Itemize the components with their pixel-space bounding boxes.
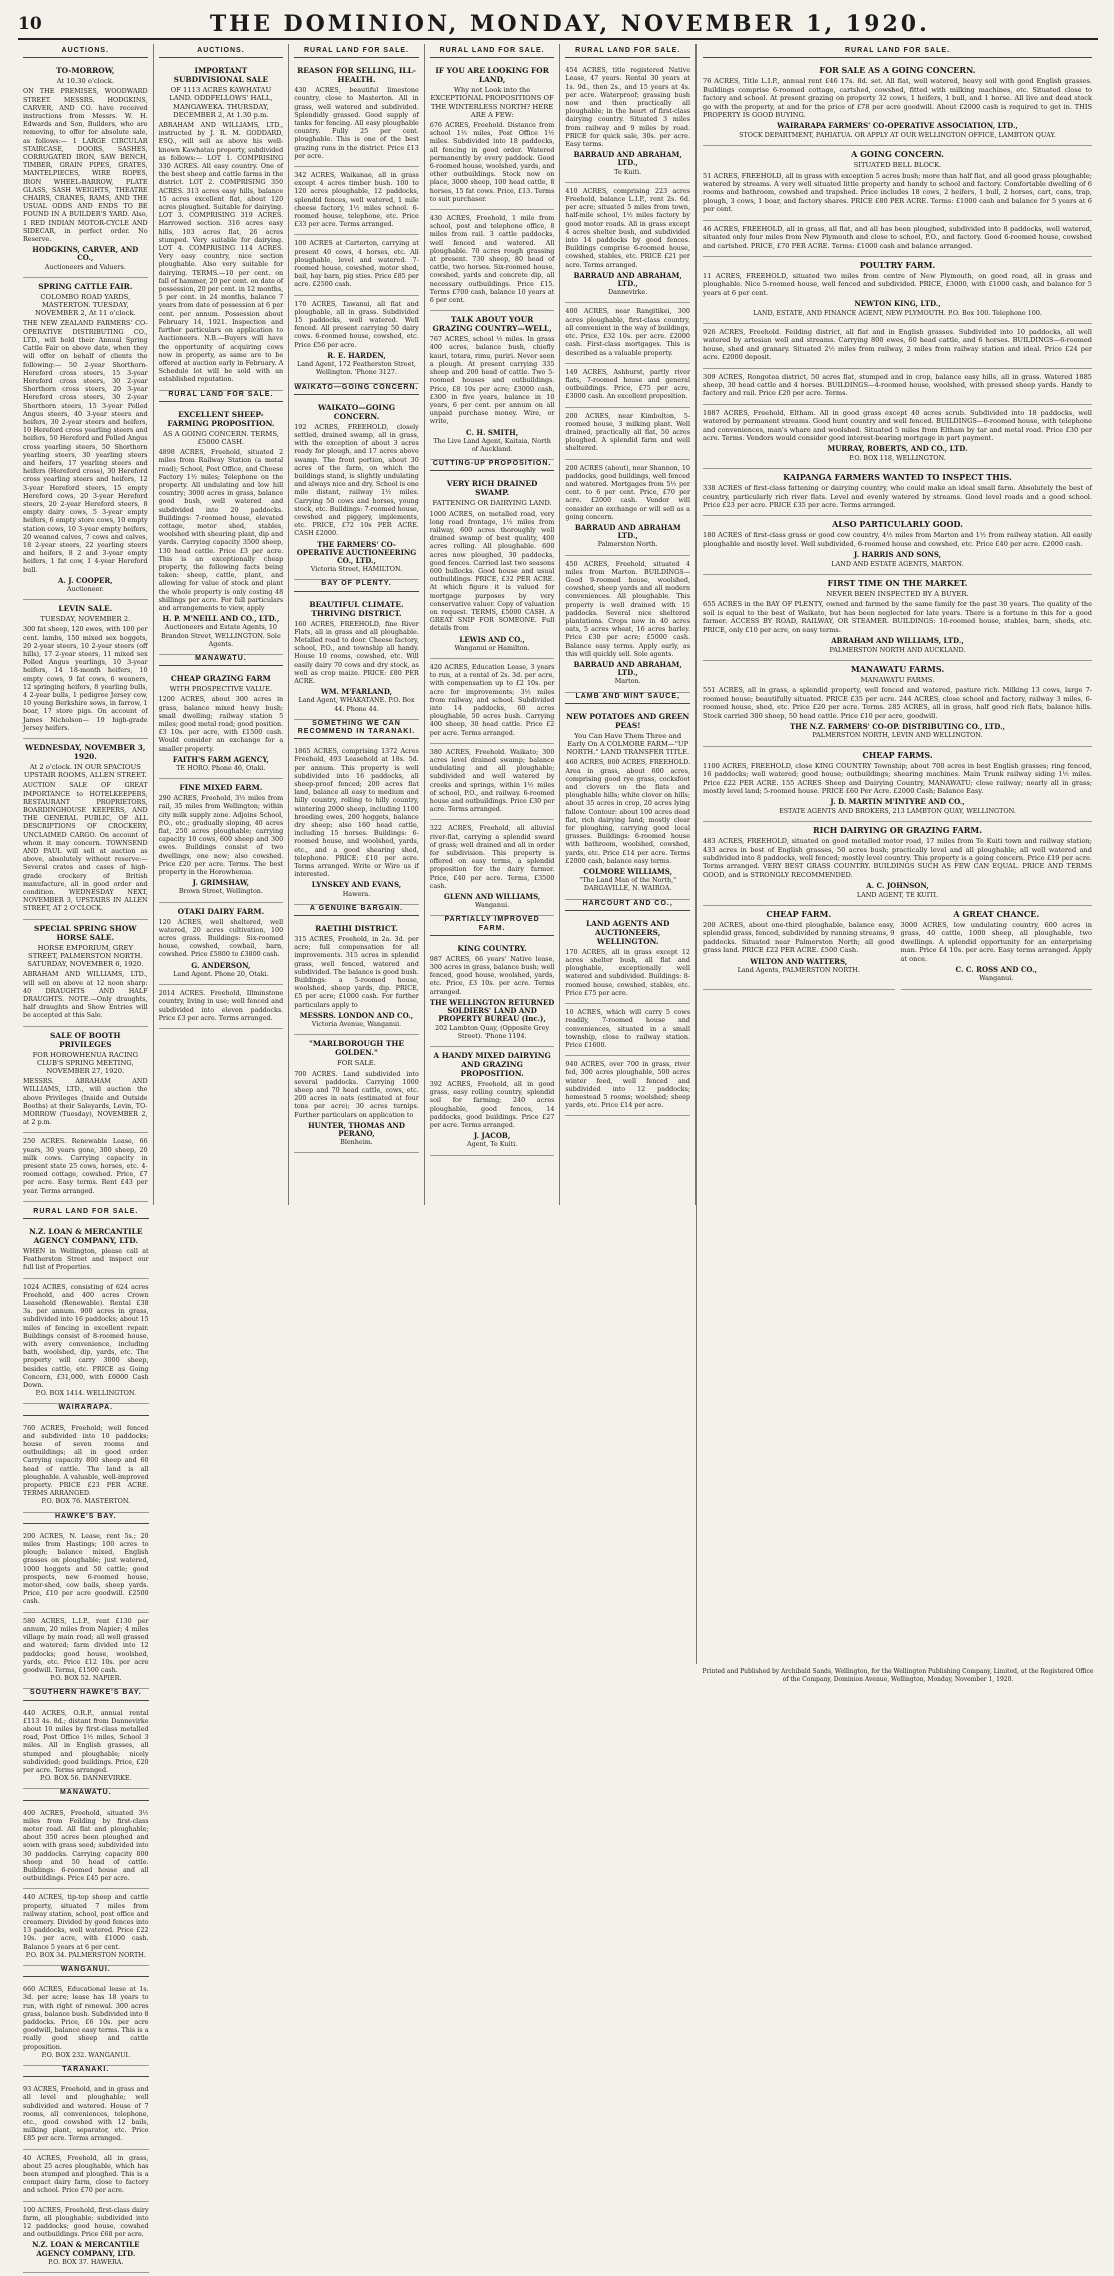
ad-sub: SITUATED BELL BLOCK. (853, 161, 942, 170)
ad-body: 120 ACRES, well sheltered, well watered, 20 acres cultivation, 100 acres grass. Buildings: Six-roomed house, cowshed, cowbail, barn, cowshed. Price £5800 to £3800 cash. (158, 917, 284, 959)
ad-firm: MURRAY, ROBERTS, AND CO., LTD. (827, 444, 968, 454)
ad-body: 290 ACRES, Freehold, 3½ miles from rail, 35 miles from Wellington; within city milk supply zone. Adjoins School, P.O., etc.; gradually sloping, 40 acres flat, 250 acres ploughable; carrying capacity 10 cows, 600 sheep and 300 ewes. Buildings consist of two dwellings, one new; also cowshed. Price £20 per acre. Terms. The best property in the Horowhenua. (158, 794, 284, 877)
ad-title: RICH DAIRYING OR GRAZING FARM. (812, 825, 983, 836)
ad-firm: C. H. SMITH, (466, 427, 519, 437)
classified-ad (159, 779, 284, 902)
ad-addr: Palmerston North. (597, 540, 658, 549)
ad-firm: WAIRARAPA FARMERS' CO-OPERATIVE ASSOCIATION, LTD., (777, 121, 1018, 131)
classified-ad (565, 408, 690, 460)
ad-firm: J. HARRIS AND SONS, (853, 550, 942, 560)
ad-body: 1865 ACRES, comprising 1372 Acres Freehold, 493 Leasehold at 18s. 5d. per annum. This property is well subdivided into 16 paddocks, all sheep-proof fenced; 200 acres flat land, balance all easy to medium and hilly country, rolling to hilly country, wintering 2000 sheep, including 1100 breeding ewes, 200 hoggets, balance dry sheep; also 160 head cattle, including 15 horses. Buildings: 6-roomed house, and woolshed, yards, etc., and a good shearing shed, telephone. PRICE: £10 per acre. Terms arranged. Write or Wire us if interested. (294, 747, 419, 879)
classified-ad (703, 661, 1092, 747)
ad-title: EXCELLENT SHEEP-FARMING PROPOSITION. (167, 409, 275, 428)
ad-addr: Victoria Street, HAMILTON. (310, 565, 403, 574)
classified-ad (159, 62, 284, 390)
ad-firm: N.Z. LOAN & MERCANTILE AGENCY COMPANY, LTD. (32, 2240, 140, 2258)
ad-body: 400 ACRES, Freehold, situated 3½ miles from Feilding by first-class motor road. All flat and ploughable; about 350 acres been ploughed and sown with grass seed; subdivided into 30 paddocks. Carrying capacity 800 sheep and 50 head of cattle. Buildings: 6-roomed house and all outbuildings. Price £45 per acre. (23, 1808, 149, 1883)
section-heading: MANAWATU. (159, 655, 284, 666)
classified-ad (703, 62, 1092, 146)
classified-ad (23, 600, 148, 739)
classified-ad (23, 1705, 149, 1790)
ad-body: 380 ACRES, Freehold. Waikato; 300 acres level drained swamp; balance undulating and all ploughable; subdivided and well watered by creeks and springs, within 1½ miles of school, P.O., and railway. 6-roomed house and outbuildings. Price £30 per acre. Terms arranged. (429, 747, 555, 814)
classified-ad (565, 460, 690, 556)
ad-addr: TE HORO. Phone 46, Otaki. (176, 764, 266, 773)
classified-ad (23, 1528, 149, 1613)
classified-ad (159, 406, 284, 655)
ad-body: 3000 ACRES, low undulating country, 600 acres in grass, 40 cattle, 1000 sheep, all ploughable, two dwellings. A splendid opportunity for an enterprising man. Price £4 10s. per acre. Easy terms arranged. Apply at once. (900, 921, 1092, 963)
classified-ad (703, 221, 1092, 257)
section-heading: PARTIALLY IMPROVED FARM. (430, 916, 555, 935)
section-heading: WAIRARAPA. (23, 1404, 149, 1415)
ad-title: CHEAP GRAZING FARM (170, 674, 271, 684)
classified-ad (430, 475, 555, 659)
classified-ad (430, 311, 555, 460)
ad-sub: COLOMBO ROAD YARDS, MASTERTON. TUESDAY, NOVEMBER 2, At 11 o'clock. (34, 292, 136, 318)
section-heading: LAMB AND MINT SAUCE, (565, 693, 690, 704)
classified-ad (703, 324, 1092, 369)
page-column (154, 44, 290, 1205)
ad-firm: ABRAHAM AND WILLIAMS, LTD., (831, 636, 964, 646)
ad-body: 987 ACRES, 66 years' Native lease, 300 acres in grass, balance bush; well fenced, good house, woolshed, yards, etc. Price, £3 10s. per acre. Terms arranged. (429, 954, 555, 996)
classified-ad (294, 296, 419, 384)
ad-body: WHEN in Wellington, please call at Featherston Street and inspect our full list of Properties. (23, 1246, 149, 1272)
ad-addr: PALMERSTON NORTH, LEVIN AND WELLINGTON. (812, 731, 983, 740)
classified-ad (23, 62, 148, 278)
classified-ad (294, 235, 419, 295)
ad-firm: J. GRIMSHAW, (192, 878, 250, 888)
section-heading: HAWKE'S BAY. (23, 1513, 149, 1524)
classified-ad (703, 822, 1092, 906)
section-heading: RURAL LAND FOR SALE. (159, 391, 284, 402)
ad-addr: P.O. BOX 76. MASTERTON. (41, 1497, 131, 1506)
ad-body: 410 ACRES, comprising 223 acres Freehold, balance L.I.P., rent 2s. 6d. per acre; situated 5 miles from town, half-mile school, 1½ miles factory by good motor roads. All in grass except 4 acres shelter bush, and subdivided into 14 paddocks by good fences. Buildings comprise 6-roomed house, cowshed, stables, etc. PRICE £21 per acre. Terms arranged. (565, 186, 690, 269)
classified-ad (565, 1056, 690, 1116)
page-number: 10 (18, 14, 42, 34)
ad-addr: Auctioneer. (66, 584, 104, 593)
classified-ad (703, 405, 1092, 469)
ad-title: KAIPANGA FARMERS WANTED TO INSPECT THIS. (783, 472, 1012, 483)
ad-body: 400 ACRES, near Rangitikei, 300 acres ploughable, first-class country, all convenient in the way of buildings, etc. Price, £32 10s. per acre. £2000 cash. First-class mortgages. This is described as a valuable property. (565, 307, 690, 357)
ad-addr: Hawera. (342, 889, 371, 898)
ad-firm: THE FARMERS' CO-OPERATIVE AUCTIONEERING CO., LTD., (296, 539, 417, 565)
ad-body: 200 ACRES, near Kimbolton, 5-roomed house, 3 milking plant. Well drained, practically all flat, 50 acres ploughed. A splendid farm and well sheltered. (565, 411, 690, 453)
ad-body: 160 ACRES, FREEHOLD, fine River Flats, all in grass and all ploughable. Metalled road to door. Cheese factory, school, P.O., and township all handy. House 10 rooms, cowshed, etc. Will easily dairy 70 cows and dry stock, as well as crop maize. PRICE: £80 PER ACRE. (294, 619, 419, 685)
classified-ad (430, 659, 555, 744)
classified-ad (23, 1223, 149, 1279)
classified-ad (159, 903, 284, 985)
ad-firm: NEWTON KING, LTD., (854, 299, 941, 309)
ad-body: MESSRS. ABRAHAM AND WILLIAMS, LTD., will auction the above Privileges (Inside and Outside Booths) at their Saleyards, Levin, TO-MORROW (Tuesday), NOVEMBER 2, at 2 p.m. (23, 1077, 148, 1127)
ad-sub: OF 1113 ACRES KAWHATAU LAND. ODDFELLOWS' HALL, MANGAWEKA. THURSDAY, DECEMBER 2, At 1.30 p.m. (169, 86, 273, 119)
ad-sub: At 10.30 o'clock. (56, 77, 114, 86)
ad-body: 322 ACRES, Freehold, all alluvial river-flat, carrying a splendid sward of grass; well drained and all in order for subdivision. This property is offered on easy terms, a splendid proposition for the dairy farmer. Price, £40 per acre. Terms, £3500 cash. (429, 824, 555, 890)
ad-body: 46 ACRES, FREEHOLD, all in grass, all flat, and all has been ploughed, subdivided into 8 paddocks, well watered, situated only four miles from New Plymouth and close to school, P.O., and factory. Good 6-roomed house, cowshed and cartshed. PRICE, £70 PER ACRE. Terms: £1000 cash and balance arranged. (703, 224, 1092, 250)
section-heading: WANGANUI. (23, 1966, 149, 1977)
ad-title: FIRST TIME ON THE MARKET. (827, 578, 968, 589)
ad-title: A GOING CONCERN. (851, 149, 944, 160)
ad-title: CHEAP FARM. (766, 909, 832, 920)
ad-firm: WM. M'FARLAND, (320, 687, 393, 697)
ad-addr: P.O. BOX 52. NAPIER. (50, 1674, 122, 1683)
ad-addr: ESTATE AGENTS AND BROKERS, 213 LAMBTON QUAY, WELLINGTON. (779, 806, 1016, 815)
classified-ad (703, 747, 1092, 822)
section-heading: TARANAKI. (23, 2066, 149, 2077)
ad-firm: MESSRS. LONDON AND CO., (299, 1010, 414, 1020)
ad-title: TALK ABOUT YOUR GRAZING COUNTRY—WELL, (432, 315, 552, 334)
classified-ad (703, 575, 1092, 661)
ad-firm: COLMORE WILLIAMS, (583, 867, 673, 877)
section-heading: RURAL LAND FOR SALE. (430, 47, 555, 58)
ad-body: 200 ACRES, N. Lease, rent 5s.; 20 miles from Hastings; 100 acres to plough; balance mixed, English grasses on ploughable; just watered, 1000 hoggets and 50 cattle; good prospects, new 6-roomed house, motor-shed, cow bails, sheep yards. Price, £10 per acre goodwill. £2500 cash. (23, 1531, 149, 1606)
ad-addr: Agent, Te Kuiti. (466, 1140, 518, 1149)
page-column (18, 1205, 154, 2276)
ad-body: 1887 ACRES, Freehold, Eltham. All in good grass except 40 acres scrub. Subdivided into 18 paddocks, well watered by permanent streams. Good hunt country and well fenced. BUILDINGS—6-roomed house, with telephone and conveniences, man's whare and woolshed. Situated 5 miles from Eltham by tar and metal road. Price £30 per acre. Terms. Vendors would consider good interest-bearing mortgage in part payment. (703, 408, 1092, 442)
ad-body: 100 ACRES, Freehold, first-class dairy farm, all ploughable; subdivided into 12 paddocks; good house, cowshed and outbuildings. Price £68 per acre. (23, 2205, 149, 2239)
ad-title: A GREAT CHANCE. (953, 909, 1040, 920)
ad-firm: HODGKINS, CARVER, AND CO., (32, 245, 139, 263)
ad-body: 926 ACRES, Freehold. Feilding district, all flat and in English grasses. Subdivided into 10 paddocks, all well watered by artesian well and streams. Carrying 800 ewes, 60 head cattle, and 6 horses. BUILDINGS—6-roomed house, shed and granary. Situated 2½ miles from railway, 2 miles from railway station and ideal. Price £24 per acre. £2000 deposit. (703, 327, 1092, 362)
ad-body: 200 ACRES (about), near Shannon, 10 paddocks, good buildings, well fenced and watered. Mortgages from 5½ per cent. to 6 per cent. Price, £70 per acre. £2000 cash. Vendor will consider an exchange or will sell as a going concern. (565, 463, 690, 521)
ad-addr: Dannevirke. (608, 288, 648, 297)
classified-ad (294, 596, 419, 720)
classified-ad (565, 556, 690, 693)
ad-title: MANAWATU FARMS. (850, 663, 945, 674)
ad-firm: J. D. MARTIN M'INTYRE AND CO., (830, 797, 965, 807)
ad-title: WAIKATO—GOING CONCERN. (317, 402, 396, 421)
wide-classified-column (696, 44, 1098, 1664)
newspaper-title: THE DOMINION, MONDAY, NOVEMBER 1, 1920. (209, 11, 930, 37)
section-heading: RURAL LAND FOR SALE. (23, 1208, 149, 1219)
ad-firm: C. C. ROSS AND CO., (955, 965, 1037, 975)
classified-ad (703, 146, 1092, 220)
ad-firm: THE N.Z. FARMERS' CO-OP. DISTRIBUTING CO., LTD., (790, 721, 1005, 731)
ad-title: CHEAP FARMS. (862, 749, 933, 760)
ad-firm: A. C. JOHNSON, (866, 881, 929, 891)
ad-title: SPECIAL SPRING SHOW HORSE SALE. (34, 923, 137, 942)
ad-title: SPRING CATTLE FAIR. (38, 281, 133, 291)
ad-addr: P.O. BOX 232. WANGANUI. (41, 2050, 131, 2059)
section-heading: SOMETHING WE CAN RECOMMEND IN TARANAKI. (294, 720, 419, 739)
section-heading: BAY OF PLENTY. (294, 580, 419, 591)
ad-body: 450 ACRES, Freehold, situated 4 miles from Marton. BUILDINGS—Good 9-roomed house, woolshed, cowshed, sheep yards and all modern conveniences. All ploughable. This property is well drained with 15 paddocks. Several nice sheltered plantations. Crops now in 40 acres oats, 5 acres wheat, 16 acres barley. Price £30 per acre; £5000 cash. Balance easy terms. Apply early, as this will quickly sell. Sole agents. (565, 559, 690, 658)
ad-body: AUCTION SALE OF GREAT IMPORTANCE to HOTELKEEPERS, RESTAURANT PROPRIETORS, BOARDINGHOUSE KEEPERS, AND THE GENERAL PUBLIC, OF ALL DESCRIPTIONS OF CROCKERY, UNCLAIMED CARGO. On account of whom it may concern. TOWNSEND AND PAUL will sell at auction as above, absolutely without reserve:— Several crates and cases of high-grade crockery of British manufacture, all in good order and condition. WEDNESDAY NEXT, NOVEMBER 3, UPSTAIRS IN ALLEN STREET, AT 2 O'CLOCK. (23, 781, 148, 913)
ad-body: 1200 ACRES, about 300 acres in grass, balance mixed heavy bush; small dwelling; railway station 5 miles; good metal road; good position. £3 10s. per acre, with £1500 cash. Would consider an exchange for a smaller property. (158, 695, 284, 753)
ad-body: 309 ACRES, Rongotea district, 50 acres flat, stumped and in crop, balance easy hills, all in grass. Watered 1885 sheep, 30 head cattle and 4 horses. BUILDINGS—4-roomed house, woolshed, with pressed sheep yards. Handy to factory and rail. Price £20 per acre. Terms. (703, 372, 1092, 398)
section-heading: HARCOURT AND CO., (565, 900, 690, 911)
ad-addr: P.O. BOX 37. HAWERA. (48, 2257, 124, 2266)
ad-firm: BARRAUD AND ABRAHAM, LTD., (573, 660, 682, 678)
ad-firm: GLENN AND WILLIAMS, (443, 892, 541, 902)
ad-title: N.Z. LOAN & MERCANTILE AGENCY COMPANY, LTD. (29, 1226, 143, 1245)
classified-ad (430, 1047, 555, 1156)
classified-ad (430, 744, 555, 821)
ad-title: VERY RICH DRAINED SWAMP. (446, 479, 538, 498)
ad-body: THE NEW ZEALAND FARMERS' CO-OPERATIVE DISTRIBUTING CO., LTD., will hold their Annual Spring Cattle Fair on above date, when they will offer on behalf of clients the following:— 50 2-year Shorthorn-Hereford cross steers, 15 3-year Hereford cross steers, 30 2-year Shorthorn cross steers, 20 3-year Hereford cross steers, 30 2-year Shorthorn steers, 15 3-year Polled Angus steers, 40 3-year steers and heifers, 30 2-year steers and heifers, 10 Hereford cross yearling steers and heifers, 50 Hereford and Polled Angus cross yearling steers, 50 Shorthorn yearling steers, 30 yearling steers and heifers, 17 yearling steers and heifers (Hereford cross), 30 Hereford cross yearling steers and heifers, 12 3-year Hereford steers, 15 empty Hereford cows, 20 3-year Hereford steers, 20 2-year Hereford steers, 8 empty dairy cows, 5 3-year empty heifers, 6 empty store cows, 10 empty station cows, 10 3-year empty heifers, 20 weaned calves, 7 cows and calves, 18 2-year steers, 22 yearling steers and heifers, 8 2 and 3-year empty heifers, 1 fat cow, 1 4-year Hereford bull. (23, 319, 148, 574)
ad-addr: 202 Lambton Quay, (Opposite Grey Street). 'Phone 1194. (435, 1023, 550, 1040)
ad-firm: BARRAUD AND ABRAHAM LTD., (574, 522, 681, 541)
masthead (18, 10, 1098, 40)
ad-body: 250 ACRES. Renewable Lease, 66 years, 30 years gone, 300 sheep, 20 milk cows. Carrying capacity in present state 25 cows, horses, etc. 4-roomed cottage, cowshed. Price, £7 per acre. Easy terms. Rent £43 per year. Terms arranged. (23, 1137, 148, 1195)
ad-body: 100 ACRES at Carterton, carrying at present 40 cows, 4 horses, etc. All ploughable, level and watered. 7-roomed house, cowshed, motor shed, bail, hay barn, pig sties. Price £85 per acre. £2500 cash. (294, 239, 419, 289)
ad-title: IMPORTANT SUBDIVISIONAL SALE (173, 66, 269, 85)
classified-ad (294, 920, 419, 1035)
ad-body: 51 ACRES, FREEHOLD, all in grass with exception 5 acres bush; more than half flat, and all good grass ploughable; watered by streams. A very well situated little property and handy to school and factory. Comfortable dwelling of 6 rooms and bathroom, cowshed and trapshed. Price includes 18 cows, 2 heifers, 1 bull, 2 horses, cart, cans, trap, plough, 3 cows, 1 boar, and factory shares. PRICE £80 PER ACRE. Terms: £1000 cash and balance for 5 years at 6 per cent. (703, 171, 1092, 214)
ad-title: TO-MORROW, (56, 66, 115, 76)
ad-title: LAND AGENTS AND AUCTIONEERS, WELLINGTON. (585, 918, 670, 946)
section-heading: RURAL LAND FOR SALE. (565, 47, 690, 58)
ad-addr: LAND AND ESTATE AGENTS, MARTON. (831, 559, 964, 568)
ad-addr: P.O. BOX 34. PALMERSTON NORTH. (25, 1950, 146, 1959)
ad-body: 460 ACRES, 800 ACRES, FREEHOLD. Area in grass, about 600 acres, comprising good rye grass, cocksfoot and clovers on the flats and ploughable hills; white clover on hills; about 35 acres in crop, 20 acres lying fallow. Contour: about 100 acres dead flat, rich dairying land; mostly clear for ploughing, carrying good local grasses. Buildings: 6-roomed house with bathroom, woolshed, cowshed, yards, etc. Price £14 per acre. Terms £2000 cash, balance easy terms. (565, 758, 690, 865)
ad-title: FOR SALE AS A GOING CONCERN. (819, 65, 976, 76)
ad-body: 2014 ACRES. Freehold, Illminstone country, living in use; well fenced and subdivided into eleven paddocks. Price £3 per acre. Terms arranged. (158, 989, 284, 1022)
ad-body: 315 ACRES, Freehold, in 2a. 3d. per acre; full compensation for all improvements. 315 acres in splendid grass, well fenced, watered and subdivided. The balance is good bush. Buildings: a 5-roomed house, woolshed, sheep yards, dip. PRICE, £5 per acre; £1000 cash. For further particulars apply to (294, 935, 419, 1009)
ad-body: 454 ACRES, title registered Native Lease, 47 years. Rental 30 years at 1s. 9d., then 2s., and 15 years at 4s. per acre. Waterproof; grassing bush now and then practically all ploughable; in the heart of first-class dairying country. Situated 3 miles from railway and 9 miles by road. PRICE for quick sale, 30s. per acre. Easy terms. (565, 66, 690, 149)
ad-body: 676 ACRES, Freehold. Distance from school 1½ miles, Post Office 1½ miles. Subdivided into 18 paddocks, all fencing in good order. Watered permanently by every paddock. Good 6-roomed house, woolshed, yards, and other outbuildings. Stock now on place, 3000 sheep, 100 head cattle, 8 horses, 15 fat cows. Price, £13. Terms to suit purchaser. (429, 121, 555, 203)
ad-addr: Blenheim. (340, 1138, 373, 1147)
classified-ad (703, 469, 1092, 516)
ad-body: 392 ACRES, Freehold, all in good grass, easy rolling country, splendid soil for farming; 240 acres ploughable, good fences, 14 paddocks, good buildings. Price £27 per acre. Terms arranged. (429, 1079, 555, 1129)
ad-body: 1024 ACRES, consisting of 624 acres Freehold, and 400 acres Crown Leasehold (Renewable). Rental £38 3s. per annum. 900 acres in grass, subdivided into 16 paddocks; about 15 miles of fencing in excellent repair. Buildings consist of 8-roomed house, with every convenience, including bath, woolshed, dip, yards, etc. The property will carry 3000 sheep, besides cattle, etc. PRICE as Going Concern, £31,000, with £6000 Cash Down. (23, 1282, 149, 1390)
classified-ad (901, 906, 1093, 990)
classified-ad (23, 1420, 149, 1513)
classified-ad (703, 257, 1092, 324)
ad-sub: Why not Look into the EXCEPTIONAL PROPOSITIONS OF THE WINTERLESS NORTH? HERE ARE A FEW: (430, 86, 554, 119)
ad-title: FINE MIXED FARM. (179, 783, 263, 793)
ad-body: 660 ACRES, Educational lease at 1s. 3d. per acre; lease has 18 years to run, with right of renewal. 300 acres grass, balance bush. Subdivided into 8 paddocks. Price, £6 10s. per acre goodwill, balance easy terms. This is a really good sheep and cattle proposition. (23, 1985, 149, 2051)
section-heading: AUCTIONS. (159, 47, 284, 58)
classified-ad (23, 2202, 149, 2273)
ad-body: 342 ACRES, Waikanae, all in grass except 4 acres timber bush. 100 to 120 acres ploughable, 12 paddocks, splendid fences, well watered, 1 mile cheese factory, 1½ miles school. 6-roomed house, telephone, etc. Price £33 per acre. Terms arranged. (294, 171, 419, 229)
ad-firm: HUNTER, THOMAS AND PERANO, (308, 1120, 405, 1138)
ad-firm: FAITH'S FARM AGENCY, (172, 754, 269, 764)
section-heading: SOUTHERN HAWKE'S BAY. (23, 1689, 149, 1700)
ad-addr: Auctioneers and Valuers. (44, 262, 126, 271)
ad-title: KING COUNTRY. (457, 943, 527, 953)
ad-body: 420 ACRES, Education Lease, 3 years to run, at a rental of 2s. 3d. per acre, with compensation up to £2 10s. per acre for improvements; 3½ miles from railway, and school. Subdivided into 14 paddocks, 60 acres ploughable, 50 acres bush. Carrying 400 sheep, 30 head cattle. Price £2 per acre. Terms arranged. (429, 662, 555, 737)
ad-addr: Wanganui. (475, 901, 510, 910)
ad-addr: The Live Land Agent, Kaitaia, North of Auckland. (433, 436, 551, 453)
ad-title: SALE OF BOOTH PRIVILEGES (50, 1030, 121, 1049)
ad-firm: LEWIS AND CO., (459, 634, 525, 644)
ad-body: 940 ACRES, over 700 in grass, river fed, 300 acres ploughable, 500 acres winter feed, well fenced and subdivided into 12 paddocks; homestead 5 rooms; woolshed; sheep yards, etc. Price £14 per acre. (565, 1060, 690, 1110)
classified-ad (294, 62, 419, 167)
ad-sub: AS A GOING CONCERN. TERMS, £5000 CASH. (162, 429, 279, 446)
classified-ad (430, 820, 555, 916)
ad-body: 767 ACRES, school ½ miles. In grass 400 acres, balance bush, chiefly kauri, totara, rimu, puriri. Never seen a plough. At present carrying 335 sheep and 200 head of cattle. Two 5-roomed houses and outbuildings. Price, £8 10s per acre; £3000 cash, £300 in five years, balance in 10 years, 6 per cent. per annum on all unpaid purchase money. Wire, or write, (429, 335, 555, 426)
ad-addr: LAND, ESTATE, AND FINANCE AGENT, NEW PLYMOUTH. P.O. Box 100. Telephone 100. (753, 308, 1042, 317)
columns-grid (18, 44, 696, 2266)
classified-ad (565, 708, 690, 900)
classified-ad (23, 1133, 148, 1201)
ad-body: 430 ACRES, beautiful limestone country, close to Masterton. All in grass, well watered and subdivided. Splendidly grassed. Good supply of tanks for fencing. All easy ploughable country. Fully 25 per cent. ploughable. This is one of the best grazing runs in the district. Price £13 per acre. (294, 86, 419, 160)
ad-addr: Marton. (614, 677, 641, 686)
page-column (289, 44, 425, 1205)
ad-title: POULTRY FARM. (859, 259, 936, 270)
ad-body: 551 ACRES, all in grass, a splendid property, well fenced and watered, pasture rich. Milking 13 cows, large 7-roomed house; beautifully situated. PRICE £35 per acre. 244 ACRES, close school and factory, railway 3 miles, 6-roomed house, shed, etc. Price £20 per acre. Terms. 285 ACRES, all in grass, half good rich flats, balance hills. Stock carried 300 sheep, 50 head cattle. Price £10 per acre, goodwill. (703, 686, 1092, 720)
ad-addr: Land Agent, 172 Featherston Street, Wellington. 'Phone 3127. (297, 360, 416, 377)
classified-ad (430, 210, 555, 311)
classified-ad (294, 743, 419, 905)
section-heading: WAIKATO—GOING CONCERN. (294, 384, 419, 395)
ad-body: 11 ACRES, FREEHOLD, situated two miles from centre of New Plymouth, on good road, all in grass and ploughable. Nice 5-roomed house, well fenced and subdivided. PRICE, £3000, with £1000 cash, and balance for 5 years at 6 per cent. (703, 271, 1092, 297)
ad-firm: THE WELLINGTON RETURNED SOLDIERS' LAND AND PROPERTY BUREAU (Inc.), (429, 997, 555, 1024)
classified-ad (703, 516, 1092, 575)
ad-firm: J. JACOB, (473, 1131, 511, 1141)
ad-firm: G. ANDERSON, (191, 960, 251, 970)
ad-firm: WILTON AND WATTERS, (750, 956, 848, 966)
classified-ad (294, 399, 419, 581)
ad-sub: HORSE EMPORIUM, GREY STREET, PALMERSTON NORTH. SATURDAY, NOVEMBER 6, 1920. (27, 943, 144, 969)
ad-title: IF YOU ARE LOOKING FOR LAND, (435, 66, 549, 85)
ad-body: 1000 ACRES, on metalled road, very long road frontage, 1½ miles from railway, 600 acres thoroughly well drained swamp of best quality, 400 acres rolling. All ploughable. 600 acres now ploughed, 30 paddocks, good fences. Carried last two seasons 600 bullocks. Good house and usual outbuildings. PRICE, £32 PER ACRE. At which figure it is valued for mortgage purposes by very conservative valuer. Copy of valuation on request. TERMS, £5000 CASH. A GREAT SNIP FOR SOMEONE. Full details from (429, 509, 555, 633)
classified-ad (23, 2081, 149, 2149)
classified-ad (703, 906, 895, 990)
ad-addr: Te Kuiti. (614, 167, 642, 176)
ad-addr: Brown Street, Wellington. (178, 887, 263, 896)
classified-ad (23, 278, 148, 600)
classified-ad (23, 1613, 149, 1690)
classified-ad (565, 364, 690, 408)
page-column (560, 44, 696, 1205)
section-heading: A GENUINE BARGAIN. (294, 905, 419, 916)
ad-addr: P.O. BOX 1414. WELLINGTON. (35, 1389, 137, 1398)
classified-ad (565, 62, 690, 183)
classified-ad (430, 940, 555, 1047)
ad-title: BEAUTIFUL CLIMATE. THRIVING DISTRICT. (309, 599, 404, 618)
ad-addr: Victoria Avenue, Wanganui. (311, 1020, 402, 1029)
ad-body: 180 ACRES of first-class grass or good cow country, 4½ miles from Marton and 1½ from railway station. All easily ploughable and mostly level. Well subdivided, 6-roomed house and cowshed, etc. Price £40 per acre. £2000 cash. (703, 531, 1092, 548)
ad-title: REASON FOR SELLING, ILL-HEALTH. (297, 66, 416, 85)
ad-firm: LYNSKEY AND EVANS, (311, 880, 402, 890)
ad-addr: P.O. BOX 118, WELLINGTON. (849, 453, 946, 462)
classified-ad (23, 1279, 149, 1405)
classified-ad (23, 920, 148, 1027)
classified-ad (565, 915, 690, 1004)
classified-ad (159, 985, 284, 1029)
ad-body: 192 ACRES, FREEHOLD, closely settled, drained swamp, all in grass, with the exception of about 3 acres ready for plough, and 17 acres above swamp. The front portion, about 30 acres of the farm, on which the buildings stand, is slightly undulating and always nice and dry. School is one mile distant, railway 1½ miles. Carrying 50 cows and horses, young stock, etc. Buildings: 7-roomed house, cowshed and piggery, implements, etc. PRICE, £72 10s PER ACRE. CASH £2000. (294, 422, 419, 538)
ad-body: ON THE PREMISES, WOODWARD STREET. MESSRS. HODGKINS, CARVER, AND CO. have received instructions from Messrs. W. H. Edwards and Son, Builders, who are removing, to offer for absolute sale, as follows:— 1 LARGE CIRCULAR STAIRCASE, DOORS, SASHES, CORRUGATED IRON, SAW BENCH, TIMBER, GRAIN PIPES, GRATES, MANTELPIECES, WIRE ROPES, IRON WHEEL-BARROW, PLATE GLASS, SASH WEIGHTS, THEATRE CHAIRS, CRANES, RAMS, AND THE USUAL ODDS AND ENDS TO BE FOUND IN A BUILDER'S YARD. Also, 1 RED INDIAN MOTOR-CYCLE AND SIDECAR, in perfect order. No Reserve. (23, 87, 148, 244)
page-column (18, 44, 154, 1205)
ad-body: 760 ACRES, Freehold; well fenced and subdivided into 10 paddocks; house of seven rooms and outbuildings; all in good order. Carrying capacity 800 sheep and 60 head of cattle. The land is all ploughable. A valuable, well-improved property. PRICE £23 PER ACRE. TERMS ARRANGED. (23, 1423, 149, 1498)
ad-addr: Land Agent. Phone 20, Otaki. (173, 969, 269, 978)
ad-addr: Wanganui. (979, 974, 1014, 983)
classified-ad (159, 670, 284, 779)
classified-ad (294, 1035, 419, 1153)
ad-title: WEDNESDAY, NOVEMBER 3, 1920. (25, 743, 146, 762)
ad-firm: BARRAUD AND ABRAHAM, LTD., (573, 270, 682, 289)
section-heading: RURAL LAND FOR SALE. (703, 47, 1092, 58)
ad-sub: At 2 o'clock. IN OUR SPACIOUS UPSTAIR ROOMS, ALLEN STREET. (23, 763, 147, 780)
ad-body: 40 ACRES, Freehold, all in grass, about 25 acres ploughable, which has been stumped and ploughed. This is a compact dairy farm, close to factory and school. Price £70 per acre. (23, 2153, 149, 2195)
bottom-ads-row (703, 906, 1092, 990)
ad-addr: P.O. BOX 56. DANNEVIRKE. (39, 1774, 132, 1783)
ad-addr: Land Agent, WHAKATANE. P.O. Box 44. Phone 44. (298, 696, 415, 713)
ad-title: A HANDY MIXED DAIRYING AND GRAZING PROPOSITION. (433, 1050, 551, 1078)
classified-ad (23, 739, 148, 920)
ad-title: ALSO PARTICULARLY GOOD. (832, 519, 963, 530)
ad-sub: You Can Have Them Three and Early On A COLMORE FARM—"UP NORTH." LAND TRANSFER TITLE. (566, 731, 690, 757)
ad-addr: PALMERSTON NORTH AND AUCKLAND. (829, 645, 966, 654)
ad-addr: STOCK DEPARTMENT, PAHIATUA. OR APPLY AT OUR WELLINGTON OFFICE, LAMBTON QUAY. (739, 130, 1056, 139)
ad-sub: MANAWATU FARMS. (860, 675, 935, 684)
ad-title: RAETIHI DISTRICT. (315, 924, 398, 934)
ad-addr: LAND AGENT, TE KUITI. (856, 890, 939, 899)
ad-body: 200 ACRES, about one-third ploughable, balance easy, splendid grass, fenced, subdivided by running streams, 9 paddocks. Situated near Palmerston North; all good grass land. PRICE £22 PER ACRE. £500 Cash. (703, 921, 895, 955)
classified-ad (23, 2150, 149, 2202)
section-heading: AUCTIONS. (23, 47, 148, 58)
ad-addr: Auctioneers and Estate Agents, 10 Brandon Street, WELLINGTON. Sole Agents. (161, 623, 281, 648)
ad-addr: "The Land Man of the North," DARGAVILLE, N. WAIROA. (579, 876, 677, 893)
ad-body: 338 ACRES of first-class fattening or dairying country, who could make an ideal small farm. Absolutely the best of country, particularly rich river flats. Level and evenly watered by streams. Good level roads and a good school. Price £23 per acre. PRICE £35 per acre. Terms arranged. (703, 484, 1092, 510)
ad-title: NEW POTATOES AND GREEN PEAS! (566, 711, 690, 730)
ad-title: "MARLBOROUGH THE GOLDEN." (309, 1039, 404, 1058)
classified-ad (565, 1004, 690, 1056)
page-column (425, 44, 561, 1205)
classified-ad (294, 167, 419, 235)
ad-body: 430 ACRES, Freehold, 1 mile from school, post and telephone office, 8 miles from rail. 3 cattle paddocks, well fenced and watered. All ploughable. 70 acres rough grassing at present. 730 sheep, 80 head of cattle, two horses. Six-roomed house, cowshed, yards and concrete dip, all necessary outbuildings. Price £15. Terms £700 cash, balance 10 years at 6 per cent. (429, 214, 555, 305)
ad-title: OTAKI DAIRY FARM. (177, 906, 265, 916)
ad-body: ABRAHAM AND WILLIAMS, LTD., will sell on above at 12 noon sharp: 40 DRAUGHTS AND HALF DRAUGHTS. NOTE.—Only draughts, half draughts and Show Entries will be accepted at this Sale. (23, 970, 148, 1020)
ad-body: 440 ACRES, tip-top sheep and cattle property, situated 7 miles from railway station, school, post office and creamery. Divided by good fences into 13 paddocks, well watered. Price £22 10s. per acre, with £1000 cash. Balance 5 years at 6 per cent. (23, 1893, 149, 1951)
classified-ad (23, 1805, 149, 1890)
ad-body: 1100 ACRES, FREEHOLD, close KING COUNTRY Township; about 700 acres in best English grasses; ring fenced, 16 paddocks; well watered; good house; outbuildings; shearing machines. Main Trunk railway siding 1½ miles. Price £22 PER ACRE. 155 ACRES Sheep and Dairying Country, MANAWATU; close railway; nearly all in grass; mostly level land; 5-roomed house. PRICE £60 Per Acre. £2000 Cash; Balance Easy. (703, 761, 1092, 795)
ad-title: LEVIN SALE. (58, 604, 113, 614)
ad-sub: FATTENING OR DAIRYING LAND. (432, 499, 552, 508)
ad-addr: Land Agents, PALMERSTON NORTH. (737, 966, 860, 975)
ad-firm: BARRAUD AND ABRAHAM, LTD., (573, 150, 682, 168)
ad-sub: TUESDAY, NOVEMBER 2. (40, 615, 131, 624)
section-heading: MANAWATU. (23, 1789, 149, 1800)
classified-ad (23, 1889, 149, 1966)
ad-addr: Wanganui or Hamilton. (454, 643, 530, 652)
ad-sub: FOR SALE. (337, 1059, 376, 1068)
ad-firm: R. E. HARDEN, (327, 350, 386, 360)
ad-body: 93 ACRES, Freehold, and in grass and all level and ploughable; well subdivided and watered. House of 7 rooms, all conveniences, telephone, etc., good cowshed with 12 bails, milking plant, separator, etc. Price £85 per acre. Terms arranged. (23, 2085, 149, 2143)
ad-body: 10 ACRES, which will carry 5 cows readily, 7-roomed house and conveniences, situated in a small township, close to railway station. Price £1600. (565, 1008, 690, 1049)
classified-ad (565, 183, 690, 304)
ad-body: 440 ACRES, O.R.P., annual rental £113 4s. 8d.; distant from Dannevirke about 10 miles by first-class metalled road, Post Office 1½ miles, School 3 miles. All in English grasses, all stumped and ploughable; nicely subdivided; good buildings. Price, £20 per acre. Terms arranged. (23, 1708, 149, 1774)
imprint: Printed and Published by Archibald Sands, Wellington, for the Wellington Publishing Company, Limited, at the Registered Office of the Company, Dominion Avenue, Wellington, Monday, November 1, 1920. (702, 1668, 1094, 1683)
ad-body: 4898 ACRES, Freehold, situated 2 miles from Railway Station (a metal road); School, Post Office, and Cheese Factory 1½ miles; Telephone on the property. All undulating and low hill country; 3000 acres in grass, balance good bush, well watered and subdivided into 20 paddocks. Buildings: 7-roomed house, elevated cottage, motor shed, stables, woolshed with shearing plant, dip and yards. Carrying capacity 3500 sheep, 130 head cattle. Price £3 per acre. This is an exceptionally cheap property, the following facts being taken: sheep, cattle, plant, and allowing for value of stock and plant the whole property is only costing 48 shillings per acre. For full particulars and arrangements to view, apply (158, 448, 284, 612)
ad-firm: A. J. COOPER, (58, 575, 113, 585)
ad-firm: H. P. M'NEILL AND CO., LTD., (162, 614, 280, 624)
ad-body: 170 ACRES, all in grass except 12 acres shelter bush, all flat and ploughable, exceptionally well watered and subdivided. Buildings: 8-roomed house, cowshed, stables, etc. Price £75 per acre. (565, 947, 690, 997)
ad-sub: FOR HOROWHENUA RACING CLUB'S SPRING MEETING, NOVEMBER 27, 1920. (32, 1050, 139, 1075)
ad-sub: WITH PROSPECTIVE VALUE. (169, 685, 273, 694)
ad-body: 149 ACRES, Ashhurst, partly river flats, 7-roomed house and general outbuildings. Price, £75 per acre, £3000 cash. An excellent proposition. (565, 367, 690, 401)
classified-ad (703, 369, 1092, 405)
ad-body: ABRAHAM AND WILLIAMS, LTD., instructed by J. R. M. GODDARD, ESQ., will sell as above his well-known Kawhatau property, subdivided as follows:— LOT 1. COMPRISING 330 ACRES. All easy country. One of the best sheep and cattle farms in the district. LOT 2. COMPRISING 350 ACRES. 313 acres easy hills, balance 15 acres excellent flat, about 120 acres ploughed. Suitable for dairying. LOT 3. COMPRISING 319 ACRES. Harrowed section. 316 acres easy hills, 103 acres flat, 26 acres stumped. Very suitable for dairying. LOT 4. COMPRISING 114 ACRES. Very easy country, nice section ploughable. Also very suitable for dairying. TERMS.—10 per cent. on fall of hammer, 20 per cent. on date of possession, 20 per cent. in 12 months, 5 per cent. in 24 months, balance 7 years from date of possession at 6 per cent. per annum. Possession about February 14, 1921. Inspection and further particulars on application to Auctioneers. N.B.—Buyers will have the opportunity of acquiring cows now in property, as same are to be offered at auction early in February. A Schedule lot will be sold with an established reputation. (158, 121, 284, 384)
ad-body: 170 ACRES, Tawanui, all flat and ploughable, all in grass. Subdivided 15 paddocks, well watered. Well fenced. All present carrying 50 dairy cows. 6-roomed house, cowshed, etc. Price £56 per acre. (294, 299, 419, 349)
section-heading: RURAL LAND FOR SALE. (294, 47, 419, 58)
classified-ad (23, 1981, 149, 2066)
ad-sub: NEVER BEEN INSPECTED BY A BUYER. (826, 590, 969, 599)
ad-body: 700 ACRES. Land subdivided into several paddocks. Carrying 1000 sheep and 70 head cattle, cows, etc. 200 acres in oats (estimated at four tons per acre); 30 acres turnips. Further particulars on application to (294, 1069, 419, 1119)
ad-body: 655 ACRES in the BAY OF PLENTY, owned and farmed by the same family for the past 30 years. The quality of the soil is equal to the best of Waikato, but has been neglected for late years. There is a fortune in this for a good farmer. ACCESS BY ROAD, RAILWAY, OR STEAMER. BUILDINGS: 10-roomed house, stables, barn, sheds, etc. PRICE, only £10 per acre, on easy terms. (703, 600, 1092, 634)
classified-ad (565, 303, 690, 363)
ad-body: 300 fat sheep, 120 ewes, with 100 per cent. lambs, 150 mixed sex hoggets, 20 2-year steers, 10 2-year steers (off hills), 17 2-year steers, 11 mixed sex Polled Angus yearlings, 10 3-year heifers, 14 18-month heifers, 10 empty cows, 9 fat cows, 6 weaners, 12 springing heifers, 8 yearling bulls, 4 2-year bulls, 1 pedigree Jersey cow, 10 young Berkshire sows, in farrow, 1 boar, 17 store pigs. On account of James Nicholson— 19 high-grade Jersey heifers. (23, 625, 148, 732)
classified-ad (430, 62, 555, 210)
ad-body: 76 ACRES, Title L.I.P., annual rent £46 17s. 8d. set. All flat, well watered, heavy soil with good English grasses. Buildings comprise 6-roomed cottage, cartshed, cowshed, fitted with milking machines, etc. Situated close to factory and school. At present grazing on property 32 cows, 1 heifers, 1 bull, and 1 horse. All live and dead stock go with the property, at and for the price of £78 per acre goodwill. About £2000 cash is required to get in. THIS PROPERTY IS GOOD BUYING. (703, 77, 1092, 120)
ad-body: 580 ACRES, L.I.P., rent £130 per annum, 20 miles from Napier; 4 miles village by main road; all well grassed and watered; farm divided into 12 paddocks; good house, woolshed, yards, etc. Price £12 10s. per acre goodwill. Terms, £1500 cash. (23, 1616, 149, 1674)
ad-body: 483 ACRES, FREEHOLD, situated on good metalled motor road, 17 miles from Te Kuiti town and railway station; 433 acres in best of English grasses, 50 acres bush; practically level and all ploughable; all well watered and subdivided into 8 paddocks, well fenced; mostly level country. This property is a going concern. Price £19 per acre. Terms arranged. VERY BEST GRASS COUNTRY. BUILDINGS SUCH AS FEW CAN EQUAL. PRICE AND TERMS GOOD, and is STRONGLY RECOMMENDED. (703, 837, 1092, 879)
section-heading: CUTTING-UP PROPOSITION. (430, 460, 555, 471)
classified-ad (23, 1027, 148, 1134)
